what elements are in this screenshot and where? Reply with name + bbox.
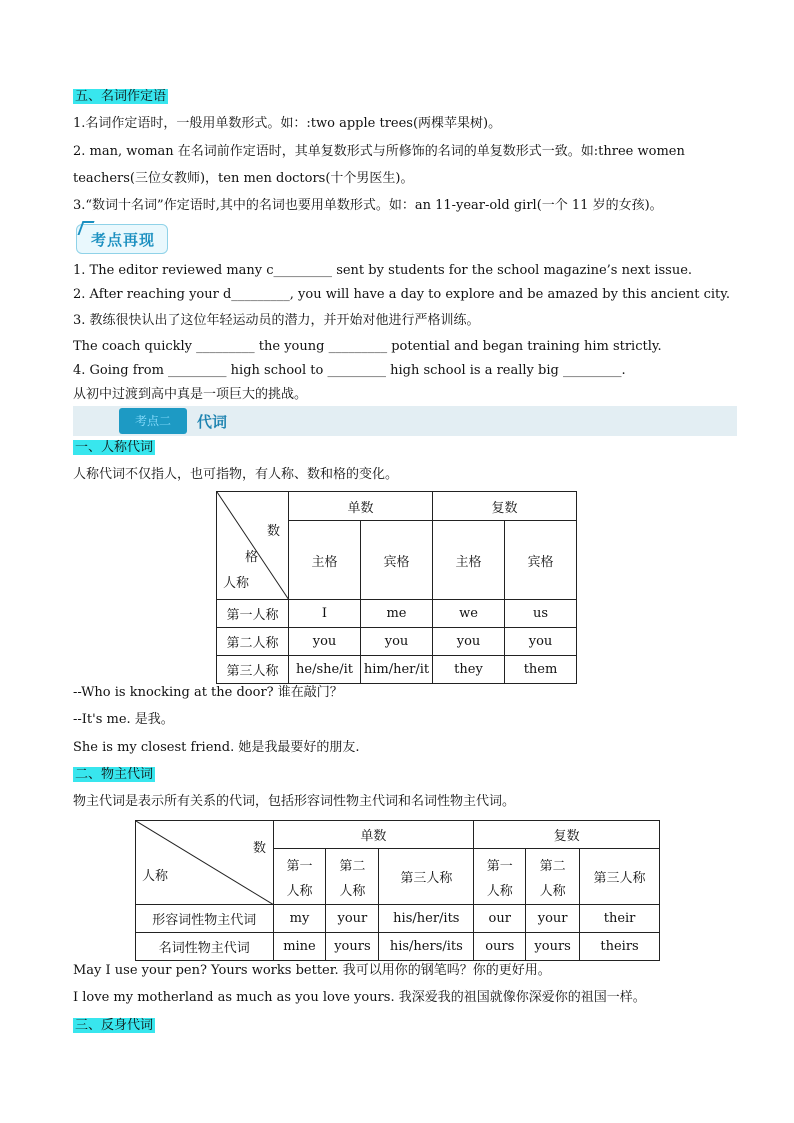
col-header: 第一 人称: [474, 849, 526, 905]
noun-rule-2b: teachers(三位女教师)，ten men doctors(十个男医生)。: [73, 171, 414, 186]
col-header: 第二 人称: [326, 849, 379, 905]
section-bar: [73, 406, 737, 436]
personal-pronoun-table: [216, 491, 577, 684]
table-diagonal-header: 数 格 人称: [217, 492, 289, 600]
possessive-pronoun-table: [135, 820, 660, 961]
table-row: 形容词性物主代词 my your his/her/its our your their: [136, 905, 660, 933]
reflexive-heading: 三、反身代词: [75, 1018, 154, 1033]
possessive-desc: 物主代词是表示所有关系的代词，包括形容词性物主代词和名词性物主代词。: [73, 794, 516, 809]
table-row: 第一人称 I me we us: [217, 600, 577, 628]
col-header: 第三人称: [580, 849, 660, 905]
practice-q3-en: The coach quickly _________ the young _________ potential and began training him strictly.: [73, 339, 662, 354]
personal-heading: 一、人称代词: [75, 440, 154, 455]
practice-tag: 考点再现: [76, 224, 168, 254]
noun-rule-3: 3.“数词十名词”作定语时,其中的名词也要用单数形式。如：an 11-year-old girl(一个 11 岁的女孩)。: [73, 198, 663, 213]
possessive-heading: 二、物主代词: [75, 767, 154, 782]
col-header: 主格: [433, 521, 505, 600]
noun-heading: 五、名词作定语: [75, 89, 167, 104]
noun-rule-2a: 2. man, woman 在名词前作定语时，其单复数形式与所修饰的名词的单复数形式一致。如:three women: [73, 144, 685, 159]
section-badge: 考点二: [119, 408, 187, 434]
col-header: 宾格: [361, 521, 433, 600]
practice-q4-cn: 从初中过渡到高中真是一项巨大的挑战。: [73, 387, 308, 402]
possessive-example-1: May I use your pen? Yours works better. 我可以用你的钢笔吗？你的更好用。: [73, 963, 551, 978]
col-header: 第一 人称: [273, 849, 326, 905]
col-singular: 单数: [273, 821, 474, 849]
diagonal-line: [136, 821, 274, 905]
personal-example-2: --It's me. 是我。: [73, 712, 174, 727]
table-diagonal-header: 数 人称: [136, 821, 274, 905]
practice-q3: 3. 教练很快认出了这位年轻运动员的潜力，并开始对他进行严格训练。: [73, 313, 480, 328]
table-row: 第三人称 he/she/it him/her/it they them: [217, 656, 577, 684]
col-singular: 单数: [289, 492, 433, 521]
table-row: 第二人称 you you you you: [217, 628, 577, 656]
noun-rule-1: 1.名词作定语时，一般用单数形式。如：:two apple trees(两棵苹果树)。: [73, 116, 502, 131]
personal-desc: 人称代词不仅指人，也可指物，有人称、数和格的变化。: [73, 467, 399, 482]
col-header: 第二 人称: [526, 849, 580, 905]
practice-q1: 1. The editor reviewed many c_________ sent by students for the school magazine’s next issue.: [73, 263, 693, 278]
col-plural: 复数: [474, 821, 660, 849]
col-header: 第三人称: [379, 849, 474, 905]
table-row: 名词性物主代词 mine yours his/hers/its ours yours theirs: [136, 933, 660, 961]
col-header: 宾格: [505, 521, 577, 600]
col-plural: 复数: [433, 492, 577, 521]
possessive-example-2: I love my motherland as much as you love yours. 我深爱我的祖国就像你深爱你的祖国一样。: [73, 990, 646, 1005]
practice-q2: 2. After reaching your d_________, you will have a day to explore and be amazed by this ancient city.: [73, 287, 731, 302]
personal-example-1: --Who is knocking at the door? 谁在敲门？: [73, 685, 343, 700]
practice-q4: 4. Going from _________ high school to _________ high school is a really big _________.: [73, 363, 626, 378]
personal-example-3: She is my closest friend. 她是我最要好的朋友.: [73, 740, 360, 755]
section-title: 代词: [197, 413, 228, 431]
col-header: 主格: [289, 521, 361, 600]
